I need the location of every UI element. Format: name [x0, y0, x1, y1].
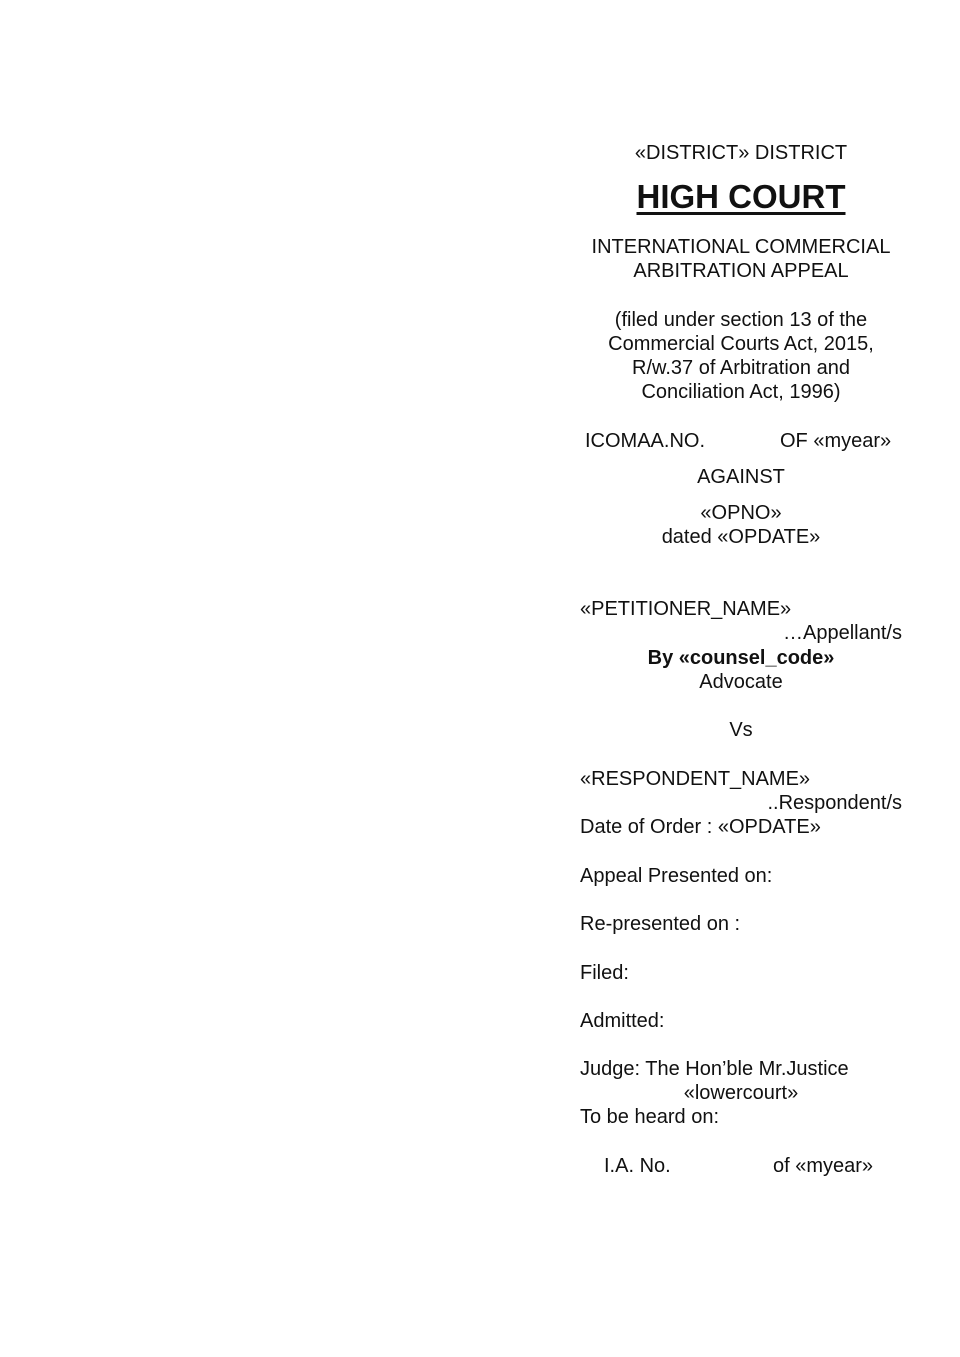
filed-label: Filed:	[580, 962, 629, 984]
op-dated: dated «OPDATE»	[661, 526, 821, 548]
advocate-label: Advocate	[699, 671, 783, 693]
court-title: HIGH COURT	[636, 178, 846, 215]
petitioner-name: «PETITIONER_NAME»	[580, 598, 792, 620]
to-be-heard-on: To be heard on:	[580, 1106, 719, 1128]
filed-under-line-1: (filed under section 13 of the	[614, 309, 868, 331]
respondent-name: «RESPONDENT_NAME»	[580, 768, 811, 790]
case-year: OF «myear»	[780, 430, 892, 452]
re-presented-on: Re-presented on :	[580, 913, 741, 935]
case-number-label: ICOMAA.NO.	[585, 430, 706, 452]
ia-year: of «myear»	[773, 1155, 874, 1177]
filed-under-line-4: Conciliation Act, 1996)	[641, 381, 841, 403]
appeal-type-line-1: INTERNATIONAL COMMERCIAL	[591, 236, 891, 258]
appellant-label: …Appellant/s	[783, 622, 902, 644]
filed-under-line-2: Commercial Courts Act, 2015,	[608, 333, 874, 355]
admitted-label: Admitted:	[580, 1010, 665, 1032]
counsel-line: By «counsel_code»	[647, 647, 835, 669]
filed-under-line-3: R/w.37 of Arbitration and	[632, 357, 850, 379]
judge-line: Judge: The Hon’ble Mr.Justice	[580, 1058, 849, 1080]
judge-name: «lowercourt»	[683, 1082, 799, 1104]
op-number: «OPNO»	[700, 502, 782, 524]
appeal-presented-on: Appeal Presented on:	[580, 865, 773, 887]
ia-number-label: I.A. No.	[604, 1155, 671, 1177]
district-line: «DISTRICT» DISTRICT	[634, 142, 848, 164]
against-label: AGAINST	[697, 466, 785, 488]
versus-label: Vs	[729, 719, 753, 741]
respondent-label: ..Respondent/s	[767, 792, 902, 814]
appeal-type-line-2: ARBITRATION APPEAL	[633, 260, 849, 282]
date-of-order: Date of Order : «OPDATE»	[580, 816, 821, 838]
